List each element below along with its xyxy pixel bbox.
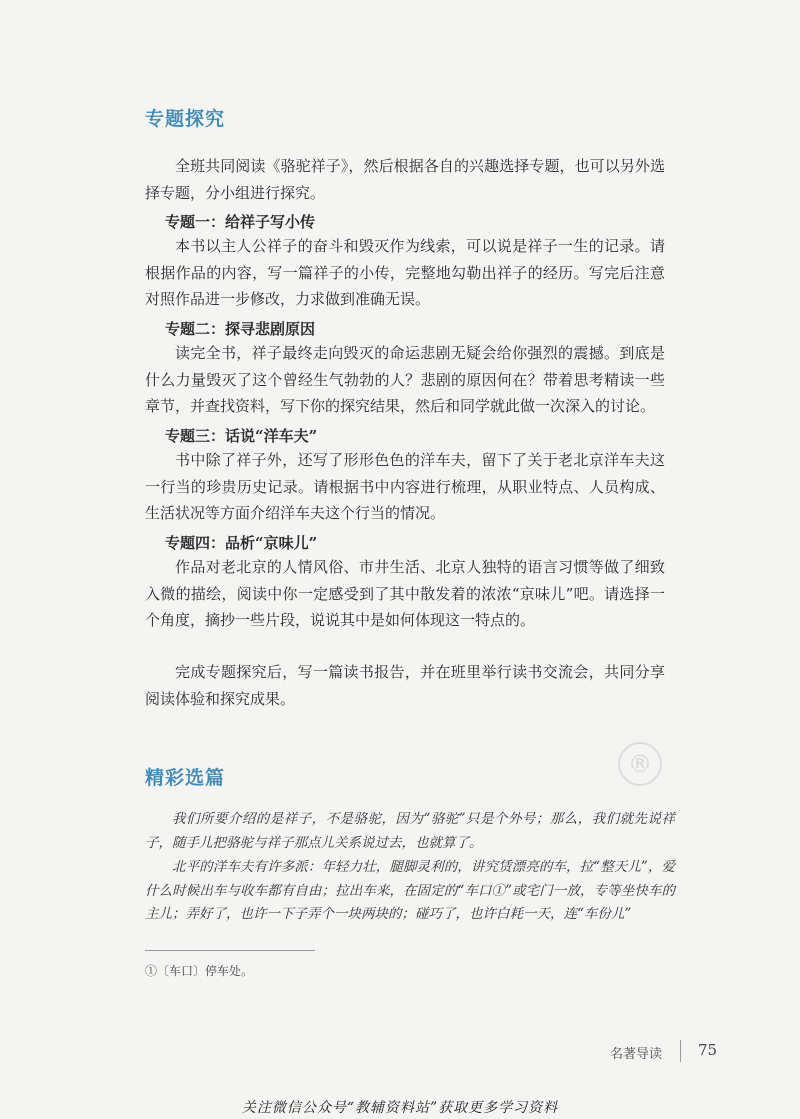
registered-mark-watermark: ® bbox=[618, 742, 662, 786]
section-title-selected-excerpt: 精彩选篇 bbox=[145, 767, 226, 789]
topic-1-body: 本书以主人公祥子的奋斗和毁灭作为线索，可以说是祥子一生的记录。请根据作品的内容，写一篇祥子的小传，完整地勾勒出祥子的经历。写完后注意对照作品进一步修改，力求做到准确无误。 bbox=[145, 237, 665, 308]
footnote: ①〔车口〕停车处。 bbox=[145, 964, 254, 978]
bottom-promo-note: 关注微信公众号“教辅资料站”获取更多学习资料 bbox=[241, 1100, 559, 1116]
topic-4-heading: 专题四：品析“京味儿” bbox=[165, 534, 318, 552]
footer-book-label: 名著导读 bbox=[610, 1047, 663, 1062]
topic-3-heading: 专题三：话说“洋车夫” bbox=[165, 427, 318, 445]
page-number: 75 bbox=[698, 1041, 718, 1059]
topic-2-heading: 专题二：探寻悲剧原因 bbox=[165, 320, 316, 338]
footnote-divider bbox=[145, 950, 315, 951]
topic-3-body: 书中除了祥子外，还写了形形色色的洋车夫，留下了关于老北京洋车夫这一行当的珍贵历史记录。请根据书中内容进行梳理，从职业特点、人员构成、生活状况等方面介绍洋车夫这个行当的情况。 bbox=[145, 451, 665, 522]
excerpt-paragraph-2: 北平的洋车夫有许多派：年轻力壮，腿脚灵利的，讲究赁漂亮的车，拉“整天儿”，爱什么时候出车与收车都有自由；拉出车来，在固定的“车口①”或宅门一放，专等坐快车的主儿；弄好了，也许一下子弄个一块两块的；碰巧了，也许白耗一天，连“车份儿” bbox=[145, 859, 675, 922]
excerpt-paragraph-1: 我们所要介绍的是祥子，不是骆驼，因为“骆驼”只是个外号；那么，我们就先说祥子，随手儿把骆驼与祥子那点儿关系说过去，也就算了。 bbox=[145, 811, 675, 851]
topic-1-heading: 专题一：给祥子写小传 bbox=[165, 213, 316, 231]
intro-paragraph: 全班共同阅读《骆驼祥子》，然后根据各自的兴趣选择专题，也可以另外选择专题，分小组进行探究。 bbox=[145, 157, 665, 202]
closing-paragraph: 完成专题探究后，写一篇读书报告，并在班里举行读书交流会，共同分享阅读体验和探究成果。 bbox=[145, 663, 665, 708]
topic-2-body: 读完全书，祥子最终走向毁灭的命运悲剧无疑会给你强烈的震撼。到底是什么力量毁灭了这个曾经生气勃勃的人？悲剧的原因何在？带着思考精读一些章节，并查找资料，写下你的探究结果，然后和同学就此做一次深入的讨论。 bbox=[145, 344, 665, 415]
topic-4-body: 作品对老北京的人情风俗、市井生活、北京人独特的语言习惯等做了细致入微的描绘，阅读中你一定感受到了其中散发着的浓浓“京味儿”吧。请选择一个角度，摘抄一些片段，说说其中是如何体现这一特点的。 bbox=[145, 558, 665, 629]
footer-separator bbox=[680, 1040, 681, 1062]
section-title-topic-study: 专题探究 bbox=[145, 108, 226, 130]
